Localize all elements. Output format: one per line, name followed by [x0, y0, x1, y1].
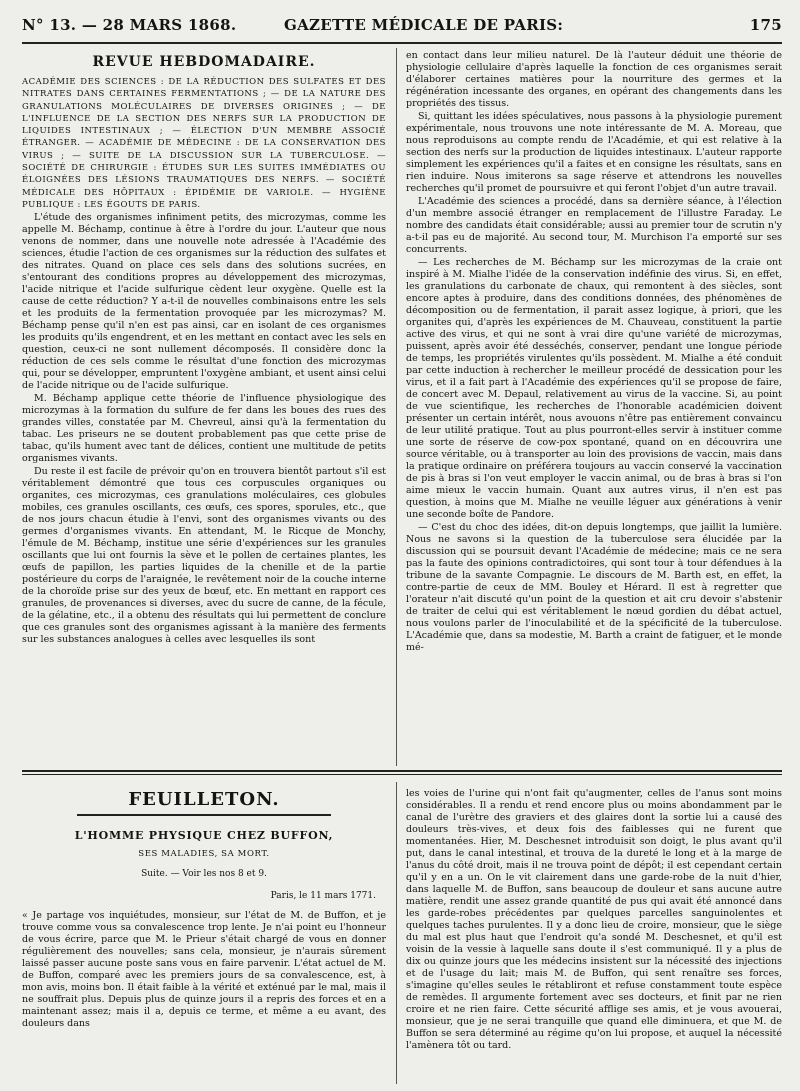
feuilleton-right-column [406, 788, 782, 1084]
column-rule [396, 782, 397, 1084]
revue-title: REVUE HEBDOMADAIRE. [92, 54, 316, 70]
letter-text: « Je partage vos inquiétudes, monsieur, sur l'état de M. de Buffon, et je trouve comme vous sa convalescence trop lente. Je n'ai point eu l'honneur de vous écrire, parce que M. le Prieur s'était chargé de vous en donner régulièrement des nouvelles; sans cela, monsieur, je n'aurais sûrement laissé passer aucune poste sans vous en faire parvenir. L'état actuel de M. de Buffon, comparé avec les premiers jours de sa convalescence, est, à mon avis, moins bon. Il était faible à la vérité et exténué par le mal, mais il ne souffrait plus. Depuis plus de quinze jours il a repris des forces et en a maintenant assez; mais il a, depuis ce terme, et même a eu avant, des douleurs dans [22, 910, 386, 1029]
feuilleton-title-rule [77, 814, 332, 816]
revue-summary: ACADÉMIE DES SCIENCES : DE LA RÉDUCTION DES SULFATES ET DES NITRATES DANS CERTAINES FERMENTATIONS ; — DE LA NATURE DES GRANULATIONS MOLÉCULAIRES DE DIVERSES ORIGINES ; — DE L'INFLUENCE DE LA SECTION DES NERFS SUR LA PRODUCTION DE LIQUIDES INTESTINAUX ; — ÉLECTION D'UN MEMBRE ASSOCIÉ ÉTRANGER. — ACADÉMIE DE MÉDECINE : DE LA CONSERVATION DES VIRUS ; — SUITE DE LA DISCUSSION SUR LA TUBERCULOSE. — SOCIÉTÉ DE CHIRURGIE : ÉTUDES SUR LES SUITES IMMÉDIATES OU ÉLOIGNÉES DES LÉSIONS TRAUMATIQUES DES NERFS. — SOCIÉTÉ MÉDICALE DES HÔPITAUX : ÉPIDÉMIE DE VARIOLE. — HYGIÈNE PUBLIQUE : LES ÉGOUTS DE PARIS. [22, 77, 386, 210]
revue-right-column [406, 50, 782, 766]
revue-left-column [22, 50, 386, 766]
page-number: 175 [749, 16, 782, 34]
revue-paragraph: L'étude des organismes infiniment petits, des microzymas, comme les appelle M. Béchamp, continue à être à l'ordre du jour. L'auteur que nous venons de nommer, dans une nouvelle note adressée à l'Académie des sciences, étudie l'action de ces organismes sur la réduction des sulfates et des nitrates. Quand on place ces sels dans des solutions sucrées, en s'entourant des conditions propres au développement des microzymas, l'acide nitrique et l'acide sulfurique cèdent leur oxygène. Quelle est la cause de cette réduction? Y a-t-il de nouvelles combinaisons entre les sels et les produits de la fermentation provoquée par les microzymas? M. Béchamp pense qu'il n'en est pas ainsi, car en isolant de ces organismes les produits qu'ils engendrent, et en les mettant en contact avec les sels en question, ceux-ci ne sont nullement décomposés. Il considère donc la réduction de ces sels comme le résultat d'une fonction des microzymas qui, pour se développer, empruntent l'oxygène ambiant, et usent ainsi celui de l'acide nitrique ou de l'acide sulfurique. [22, 212, 386, 392]
newspaper-page [22, 12, 782, 1084]
revue-paragraph: M. Béchamp applique cette théorie de l'influence physiologique des microzymas à la formation du sulfure de fer dans les boues des rues des grandes villes, constatée par M. Chevreul, ainsi qu'à la fermentation du tabac. Les priseurs ne se doutent probablement pas que cette prise de tabac, qu'ils hument avec tant de délices, contient une multitude de petits organismes vivants. [22, 393, 386, 465]
revue-paragraph: — C'est du choc des idées, dit-on depuis longtemps, que jaillit la lumière. Nous ne savons si la question de la tuberculose sera élucidée par la discussion qui se poursuit devant l'Académie de médecine; mais ce ne sera pas la faute des opinions contradictoires, qui sont tour à tour défendues à la tribune de la savante Compagnie. Le discours de M. Barth est, en effet, la contre-partie de ceux de MM. Bouley et Hérard. Il est à regretter que l'orateur n'ait discuté qu'un point de la question et ait cru devoir s'abstenir de traiter de celui qui est véritablement le nœud gordien du débat actuel, nous voulons parler de l'inoculabilité et de la spécificité de la tuberculose. L'Académie que, dans sa modestie, M. Barth a craint de fatiguer, et le monde mé- [406, 522, 782, 653]
feuilleton-title: FEUILLETON. [128, 792, 280, 810]
letter-text: les voies de l'urine qui n'ont fait qu'augmenter, celles de l'anus sont moins considérables. Il a rendu et rend encore plus ou moins abondamment par le canal de l'urètre des graviers et des glaires dont la sortie lui a causé des douleurs très-vives, et deux fois des faiblesses qui ne furent que momentanées. Hier, M. Deschesnet introduisit son doigt, le plus avant qu'il put, dans le canal intestinal, et trouva de la dureté le long et à la marge de l'anus du côté droit, mais il ne trouva point de dépôt; il est cependant certain qu'il y en a un. On le vit clairement dans une garde-robe de la nuit d'hier, dans laquelle M. de Buffon, sans beaucoup de douleur et sans aucune autre matière, rendit une assez grande quantité de pus qui avait été annoncé dans les garde-robes précédentes par quelques parcelles sanguinolentes et quelques taches purulentes. Il y a donc lieu de croire, monsieur, que le siège du mal est plus haut que l'endroit qu'a sondé M. Deschesnet, et qu'il est voisin de la vessie à laquelle sans doute il s'est communiqué. Il y a plus de dix ou quinze jours que les médecins insistent sur la nécessité des injections et de l'usage du lait; mais M. de Buffon, qui sent renaître ses forces, s'imagine qu'elles seules le rétabliront et refuse constamment toute espèce de remèdes. Il argumente fortement avec ses docteurs, et finit par ne rien croire et ne rien faire. Cette sécurité afflige ses amis, et je vous avouerai, monsieur, que je ne serai tranquille que quand elle diminuera, et que M. de Buffon se sera déterminé au régime qu'on lui propose, et auquel la nécessité l'amènera tôt ou tard. [406, 788, 782, 1051]
feuilleton-rule-top [22, 770, 782, 772]
feuilleton-subtitle: L'HOMME PHYSIQUE CHEZ BUFFON, [74, 829, 334, 842]
feuilleton-subtitle-2: SES MALADIES, SA MORT. [138, 849, 270, 859]
revue-paragraph: Du reste il est facile de prévoir qu'on en trouvera bientôt partout s'il est véritablement démontré que tous ces corpuscules organiques ou organites, ces microzymas, ces granulations moléculaires, ces globules mobiles, ces granules oscillants, ces œufs, ces spores, sporules, etc., que de nos jours chacun étudie à l'envi, sont des organismes vivants ou des germes d'organismes vivants. En attendant, M. le Ricque de Monchy, l'émule de M. Béchamp, institue une série d'expériences sur les granules oscillants que lui ont fournis la sève et le pollen de certaines plantes, les œufs de papillon, les parties liquides de la chenille et de la partie postérieure du corps de l'araignée, le revêtement noir de la couche interne de la choroïde prise sur des yeux de bœuf, etc. En mettant en rapport ces granules, de provenances si diverses, avec du sucre de canne, de la fécule, de la gélatine, etc., il a obtenu des résultats qui lui permettent de conclure que ces granules sont des organismes agissant à la manière des ferments sur les substances analogues à celles avec lesquelles ils sont [22, 466, 386, 646]
revue-paragraph: Si, quittant les idées spéculatives, nous passons à la physiologie purement expérimentale, nous trouvons une note intéressante de M. A. Moreau, que nous reproduisons au compte rendu de l'Académie, et qui est relative à la section des nerfs sur la production de liquides intestinaux. L'auteur rapporte simplement les expériences qu'il a faites et en consigne les résultats, sans en rien induire. Nous imiterons sa sage réserve et attendrons les nouvelles recherches qu'il promet de poursuivre et qui feront l'objet d'un autre travail. [406, 111, 782, 194]
revue-paragraph: — Les recherches de M. Béchamp sur les microzymas de la craie ont inspiré à M. Mialhe l'idée de la conservation indéfinie des virus. Si, en effet, les granulations du carbonate de chaux, qui remontent à des siècles, sont encore aptes à produire, dans des conditions données, des phénomènes de décomposition ou de fermentation, il parait assez logique, à priori, que les organites qui, d'après les expériences de M. Chauveau, constituent la partie active des virus, et qui ne sont à vrai dire qu'une variété de microzymas, puissent, après avoir été desséchés, conserver, pendant une longue période de temps, les propriétés virulentes qu'ils possèdent. M. Mialhe a été conduit par cette induction à rechercher le meilleur procédé de dessication pour les virus, et il a fait part à l'Académie des expériences qu'il se propose de faire, de concert avec M. Depaul, relativement au virus de la vaccine. Si, au point de vue scientifique, les recherches de l'honorable académicien doivent présenter un certain intérêt, nous avouons n'être pas entièrement convaincu de leur utilité pratique. Tout au plus pourront-elles servir à instituer comme une sorte de réserve de cow-pox spontané, quand on en découvrira une source véritable, ou à transporter au loin des provisions de vaccin, mais dans la pratique ordinaire on préférera toujours au vaccin conservé la vaccination de pis à bras si l'on veut employer le vaccin animal, ou de bras à bras si l'on aime mieux le vaccin humain. Quant aux autres virus, il n'en est pas question, à moins que M. Mialhe ne veuille léguer aux générations à venir une seconde boîte de Pandore. [406, 257, 782, 520]
column-rule [396, 48, 397, 766]
issue-number: N° 13. — 28 MARS 1868. [22, 16, 237, 34]
header-rule [22, 42, 782, 44]
revue-paragraph: en contact dans leur milieu naturel. De là l'auteur déduit une théorie de physiologie cellulaire d'après laquelle la fonction de ces organismes serait d'élaborer certaines matières pour la nourriture des germes et la régénération incessante des organes, en opérant des changements dans les propriétés des tissus. [406, 50, 782, 109]
letter-dateline: Paris, le 11 mars 1771. [270, 891, 376, 901]
feuilleton-continuation: Suite. — Voir les nos 8 et 9. [141, 869, 267, 879]
feuilleton-left-column [22, 792, 386, 1084]
revue-paragraph: L'Académie des sciences a procédé, dans sa dernière séance, à l'élection d'un membre associé étranger en remplacement de l'illustre Faraday. Le nombre des candidats était considérable; aussi au premier tour de scrutin n'y a-t-il pas eu de majorité. Au second tour, M. Murchison l'a emporté sur ses concurrents. [406, 196, 782, 255]
journal-title: GAZETTE MÉDICALE DE PARIS: [284, 16, 564, 34]
feuilleton-rule-bottom [22, 774, 782, 775]
